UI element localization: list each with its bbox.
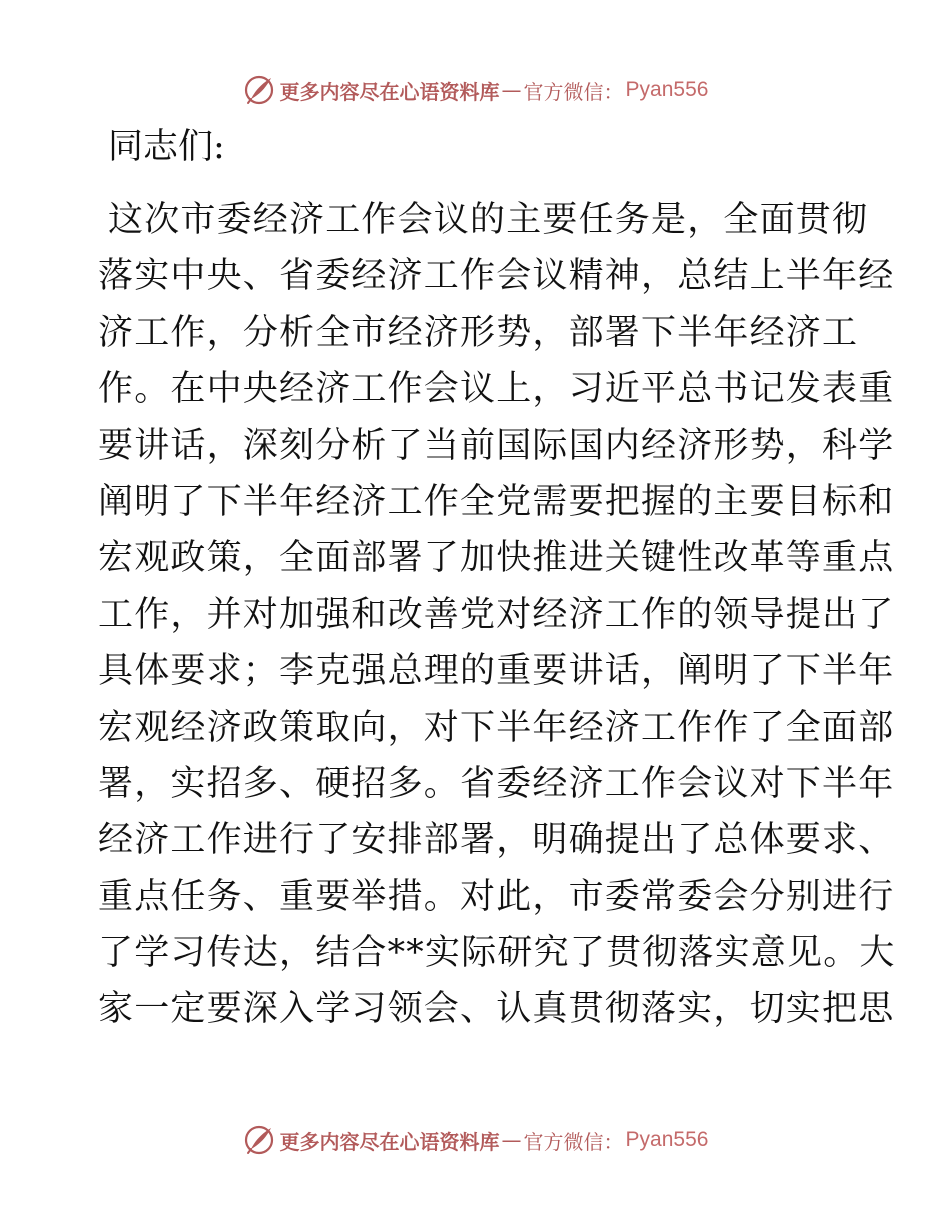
watermark-dash: — — [501, 1128, 522, 1152]
watermark-banner-bottom — [0, 1120, 950, 1160]
text-line: 了学习传达，结合**实际研究了贯彻落实意见。大 — [98, 933, 896, 974]
text-line: 阐明了下半年经济工作全党需要把握的主要目标和 — [98, 481, 895, 522]
watermark-wechat-label: 官方微信： — [523, 1129, 624, 1154]
text-line: 落实中央、省委经济工作会议精神，总结上半年经 — [98, 256, 895, 297]
watermark-banner-top — [0, 70, 950, 110]
quill-logo-icon — [242, 73, 276, 107]
text-line: 经济工作进行了安排部署，明确提出了总体要求、 — [98, 820, 895, 861]
watermark-wechat-id: Pyan556 — [625, 78, 709, 101]
quill-logo-icon — [242, 1123, 276, 1157]
text-line: 宏观政策，全面部署了加快推进关键性改革等重点 — [98, 538, 895, 579]
text-line: 宏观经济政策取向，对下半年经济工作作了全面部 — [98, 707, 895, 748]
salutation: 同志们: — [108, 127, 225, 167]
watermark-text: 更多内容尽在心语资料库 — [279, 79, 500, 104]
text-line: 工作，并对加强和改善党对经济工作的领导提出了 — [98, 594, 895, 635]
text-line: 家一定要深入学习领会、认真贯彻落实，切实把思 — [98, 989, 895, 1030]
document-body — [98, 192, 896, 1038]
text-line: 署，实招多、硬招多。省委经济工作会议对下半年 — [98, 763, 895, 804]
text-line: 要讲话，深刻分析了当前国际国内经济形势，科学 — [98, 425, 895, 466]
text-line: 济工作，分析全市经济形势，部署下半年经济工 — [98, 312, 859, 353]
text-line: 作。在中央经济工作会议上，习近平总书记发表重 — [98, 369, 895, 410]
text-line: 这次市委经济工作会议的主要任务是，全面贯彻 — [108, 200, 869, 240]
text-line: 重点任务、重要举措。对此，市委常委会分别进行 — [98, 876, 895, 917]
watermark-wechat-label: 官方微信： — [523, 79, 624, 104]
watermark-text: 更多内容尽在心语资料库 — [279, 1129, 500, 1154]
watermark-wechat-id: Pyan556 — [625, 1128, 709, 1151]
text-line: 具体要求；李克强总理的重要讲话，阐明了下半年 — [98, 651, 895, 692]
watermark-dash: — — [501, 78, 522, 102]
